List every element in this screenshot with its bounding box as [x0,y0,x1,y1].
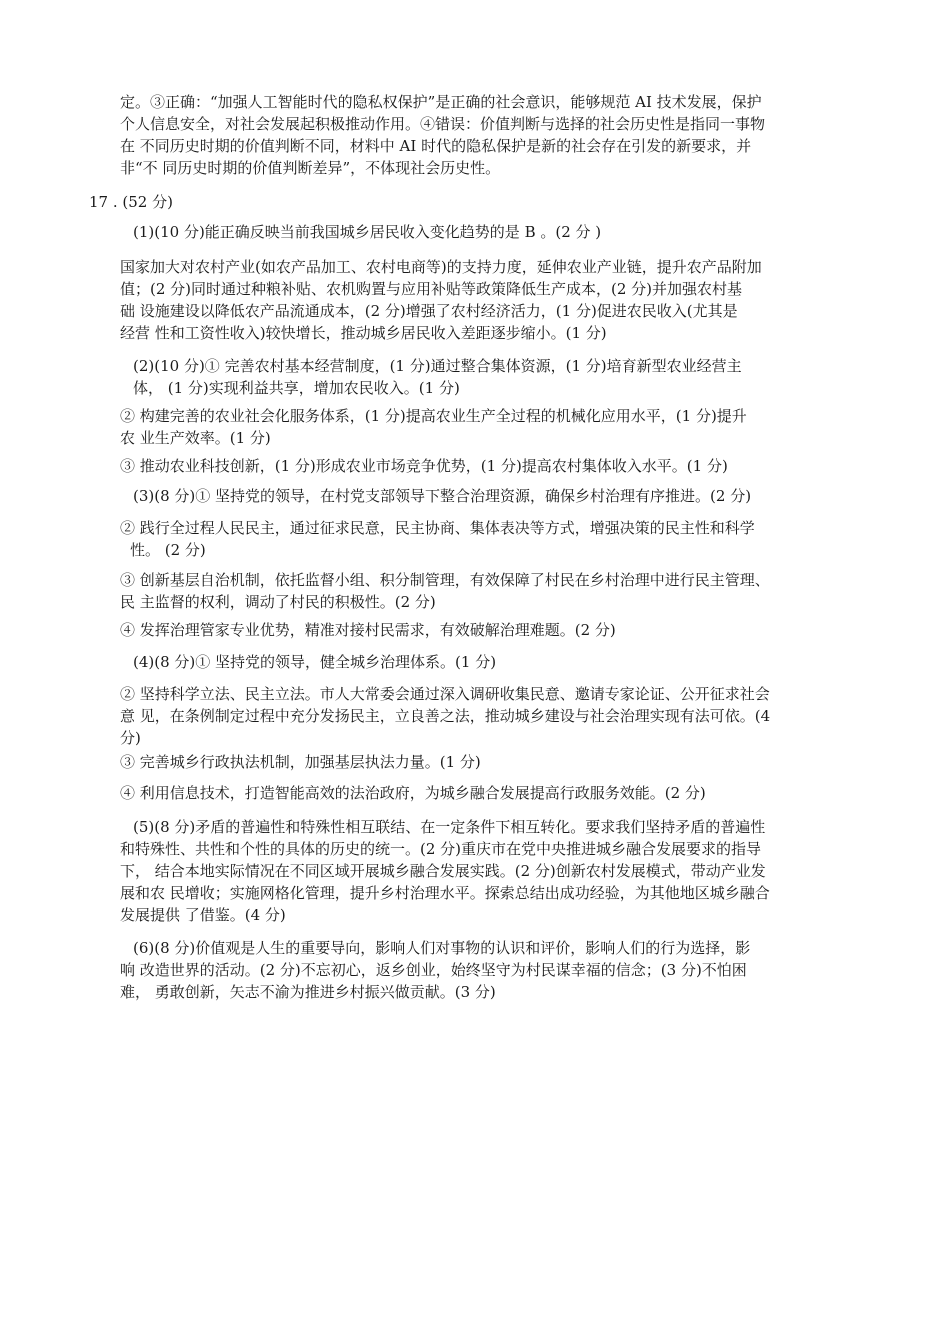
text-line: 发展提供 了借鉴。(4 分) [120,906,286,924]
text-line: ② 坚持科学立法、民主立法。市人大常委会通过深入调研收集民意、邀请专家论证、公开征求社会 [120,685,770,703]
text-line: ② 构建完善的农业社会化服务体系，(1 分)提高农业生产全过程的机械化应用水平，(1 分)提升 [120,407,747,425]
text-line: 展和农 民增收；实施网格化管理，提升乡村治理水平。探索总结出成功经验，为其他地区城乡融合 [120,884,770,902]
text-line: 值；(2 分)同时通过种粮补贴、农机购置与应用补贴等政策降低生产成本，(2 分)并加强农村基 [120,280,743,298]
question-17-header: 17 . (52 分) [89,193,173,211]
text-line: (6)(8 分)价值观是人生的重要导向，影响人们对事物的认识和评价，影响人们的行为选择，影 [133,939,751,957]
text-line: 在 不同历史时期的价值判断不同，材料中 AI 时代的隐私保护是新的社会存在引发的新要求，并 [120,137,752,155]
text-line: ③ 推动农业科技创新，(1 分)形成农业市场竞争优势，(1 分)提高农村集体收入水平。(1 分) [120,457,728,475]
text-line: 和特殊性、共性和个性的具体的历史的统一。(2 分)重庆市在党中央推进城乡融合发展要求的指导 [120,840,762,858]
q17-part4-point3 [120,751,862,773]
text-line: 础 设施建设以降低农产品流通成本，(2 分)增强了农村经济活力，(1 分)促进农民收入(尤其是 [120,302,738,320]
text-line: 性。 (2 分) [130,541,206,559]
text-line: 意 见，在条例制定过程中充分发扬民主，立良善之法，推动城乡建设与社会治理实现有法可依。(4 [120,707,771,725]
text-line: (2)(10 分)① 完善农村基本经营制度，(1 分)通过整合集体资源，(1 分)培育新型农业经营主 [133,357,742,375]
text-line: 非“不 同历史时期的价值判断差异”，不体现社会历史性。 [120,159,501,177]
q17-part6 [120,937,862,1003]
q17-part4-point2 [120,683,862,749]
q17-part2-point3 [120,455,862,477]
q17-part3-point2 [120,517,862,561]
q17-part2-point1 [133,355,862,399]
q17-part1-heading [133,221,862,243]
q17-part1-body [120,256,862,344]
text-line: 农 业生产效率。(1 分) [120,429,271,447]
text-line: (3)(8 分)① 坚持党的领导，在村党支部领导下整合治理资源，确保乡村治理有序推进。(2 分) [133,487,752,505]
q17-part5 [120,816,862,926]
text-line: 个人信息安全，对社会发展起积极推动作用。④错误：价值判断与选择的社会历史性是指同一事物 [120,115,766,133]
q17-part3-point1 [133,485,862,507]
text-line: ④ 发挥治理管家专业优势，精准对接村民需求，有效破解治理难题。(2 分) [120,621,616,639]
text-line: 民 主监督的权利，调动了村民的积极性。(2 分) [120,593,436,611]
q17-part2-point2 [120,405,862,449]
text-line: ③ 创新基层自治机制，依托监督小组、积分制管理，有效保障了村民在乡村治理中进行民主管理、 [120,571,770,589]
text-line: 响 改造世界的活动。(2 分)不忘初心，返乡创业，始终坚守为村民谋幸福的信念；(3 分)不怕困 [120,961,747,979]
text-line: 国家加大对农村产业(如农产品加工、农村电商等)的支持力度，延伸农业产业链，提升农产品附加 [120,258,762,276]
text-line: (1)(10 分)能正确反映当前我国城乡居民收入变化趋势的是 B 。(2 分 ) [133,223,602,241]
text-line: 体， (1 分)实现利益共享，增加农民收入。(1 分) [133,379,460,397]
text-line: 下， 结合本地实际情况在不同区域开展城乡融合发展实践。(2 分)创新农村发展模式，带动产业发 [120,862,766,880]
q17-part3-point3 [120,569,862,613]
text-line: ③ 完善城乡行政执法机制，加强基层执法力量。(1 分) [120,753,481,771]
q17-part4-point4 [120,782,862,804]
text-line: (5)(8 分)矛盾的普遍性和特殊性相互联结、在一定条件下相互转化。要求我们坚持矛盾的普遍性 [133,818,766,836]
text-line: 定。③正确：“加强人工智能时代的隐私权保护”是正确的社会意识，能够规范 AI 技术发展，保护 [120,93,762,111]
text-line: 难， 勇敢创新，矢志不渝为推进乡村振兴做贡献。(3 分) [120,983,496,1001]
answer-16-continuation [120,91,862,179]
q17-part3-point4 [120,619,862,641]
text-line: 分) [120,729,141,747]
text-line: ② 践行全过程人民民主，通过征求民意，民主协商、集体表决等方式，增强决策的民主性和科学 [120,519,755,537]
text-line: (4)(8 分)① 坚持党的领导，健全城乡治理体系。(1 分) [133,653,497,671]
text-line: 经营 性和工资性收入)较快增长，推动城乡居民收入差距逐步缩小。(1 分) [120,324,607,342]
text-line: ④ 利用信息技术，打造智能高效的法治政府，为城乡融合发展提高行政服务效能。(2 分) [120,784,706,802]
q17-part4-point1 [133,651,862,673]
